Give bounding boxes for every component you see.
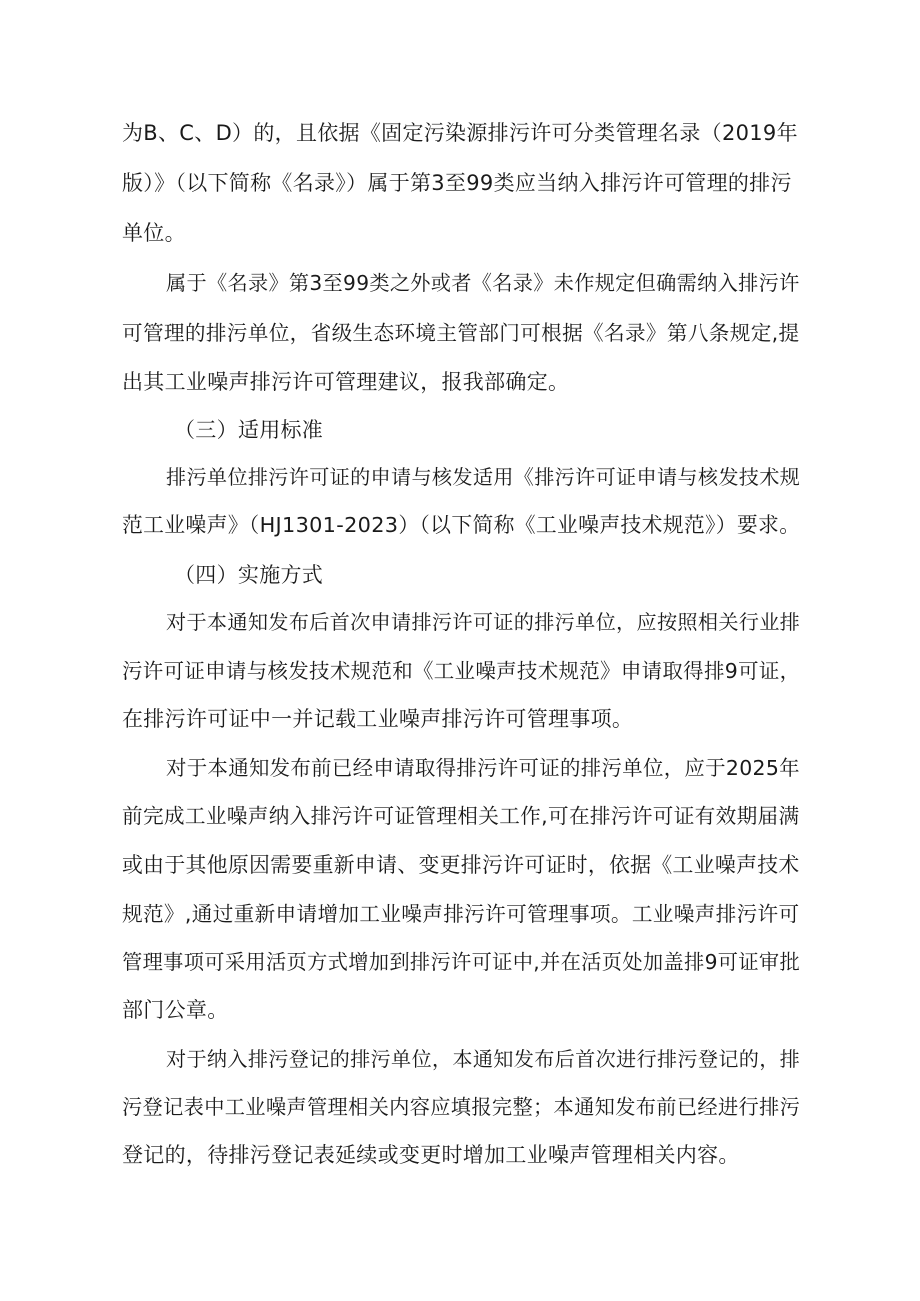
text-line: 为B、C、D）的，且依据《固定污染源排污许可分类管理名录（2019年: [122, 121, 798, 145]
text-line: 规范》,通过重新申请增加工业噪声排污许可管理事项。工业噪声排污许可: [122, 902, 800, 926]
text-line: 污许可证申请与核发技术规范和《工业噪声技术规范》申请取得排9可证，: [122, 659, 801, 683]
text-line: 出其工业噪声排污许可管理建议，报我部确定。: [122, 370, 570, 394]
text-line: 范工业噪声》（HJ1301-2023）（以下简称《工业噪声技术规范》）要求。: [122, 513, 801, 537]
text-line: 对于本通知发布前已经申请取得排污许可证的排污单位，应于2025年: [166, 756, 800, 780]
text-line: 版）》（以下简称《名录》）属于第3至99类应当纳入排污许可管理的排污: [122, 171, 792, 195]
text-line: 排污单位排污许可证的申请与核发适用《排污许可证申请与核发技术规: [166, 465, 801, 489]
text-line: 单位。: [122, 221, 186, 245]
text-line: 前完成工业噪声纳入排污许可证管理相关工作,可在排污许可证有效期届满: [122, 804, 800, 828]
text-line: 或由于其他原因需要重新申请、变更排污许可证时，依据《工业噪声技术: [122, 853, 800, 877]
text-line: 部门公章。: [122, 998, 229, 1022]
text-line: 污登记表中工业噪声管理相关内容应填报完整；本通知发布前已经进行排污: [122, 1095, 801, 1119]
text-line: 属于《名录》第3至99类之外或者《名录》未作规定但确需纳入排污许: [166, 271, 800, 295]
text-line: 管理事项可采用活页方式增加到排污许可证中,并在活页处加盖排9可证审批: [122, 950, 801, 974]
text-line: 在排污许可证中一并记载工业噪声排污许可管理事项。: [122, 707, 634, 731]
text-line: 可管理的排污单位，省级生态环境主管部门可根据《名录》第八条规定,提: [122, 321, 800, 345]
text-line: 对于纳入排污登记的排污单位，本通知发布后首次进行排污登记的，排: [166, 1047, 801, 1071]
section-heading: （四）实施方式: [174, 563, 324, 587]
text-line: 登记的，待排污登记表延续或变更时增加工业噪声管理相关内容。: [122, 1143, 740, 1167]
text-line: 对于本通知发布后首次申请排污许可证的排污单位，应按照相关行业排: [166, 610, 801, 634]
section-heading: （三）适用标准: [174, 418, 324, 442]
